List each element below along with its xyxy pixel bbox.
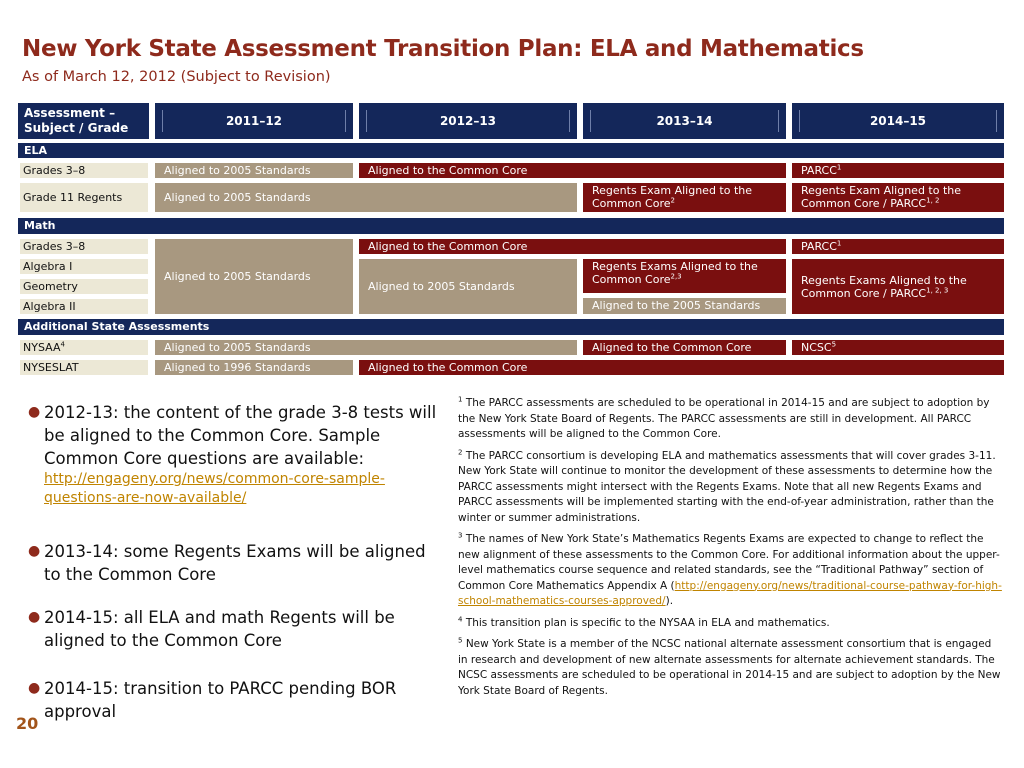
section-header-additional: Additional State Assessments <box>18 319 1004 335</box>
header-cell-2011-12 <box>155 103 353 139</box>
bullet-dot-icon: ● <box>28 609 41 625</box>
header-year-label: 2013–14 <box>656 114 713 128</box>
header-year-label: 2011–12 <box>225 114 283 128</box>
cell-nyseslat-2012-15: Aligned to the Common Core <box>359 360 1004 375</box>
cell-grade11-2013-14 <box>583 183 786 212</box>
footnote-ref: 1, 2 <box>926 196 940 205</box>
row-label-grade-11-regents <box>20 183 148 212</box>
bullet-dot-icon: ● <box>28 543 41 559</box>
page-number: 20 <box>16 714 39 733</box>
bullet-text: 2014-15: transition to PARCC pending BOR approval <box>44 679 397 721</box>
cell-text: Aligned to 2005 Standards <box>368 280 515 293</box>
bullet-item-2014-15-regents <box>28 606 428 652</box>
bullet-item-2013-14 <box>28 540 438 586</box>
footnote-1: $^1$ The PARCC assessments are scheduled to be operational in 2014-15 and are subject to adoption by the New York State Board of Regents. The PARCC assessments are still in development. All PARCC assessments will be aligned to the Common Core. <box>458 395 990 440</box>
cell-text: Regents Exams Aligned to the Common Core <box>592 260 758 286</box>
header-cell-assessment <box>18 103 149 139</box>
cell-text: Regents Exams Aligned to the Common Core / PARCC$^{1, 2, 3}$ <box>801 273 967 300</box>
bullet-item-2012-13 <box>28 401 438 508</box>
row-label-geometry: Geometry <box>20 279 148 294</box>
cell-text: Regents Exam Aligned to the Common Core / PARCC <box>801 184 962 210</box>
row-label-ela-grades-3-8: Grades 3–8 <box>20 163 148 178</box>
cell-nysaa-2013-14: Aligned to the Common Core <box>583 340 786 355</box>
row-label-nysaa <box>20 340 148 355</box>
cell-text: PARCC <box>801 240 837 253</box>
header-cell-2014-15 <box>792 103 1004 139</box>
bullet-text: 2014-15: all ELA and math Regents will be aligned to the Common Core <box>44 608 395 650</box>
cell-text: Aligned to 2005 Standards <box>164 191 311 204</box>
cell-text: Aligned to 2005 Standards <box>164 270 311 283</box>
header-year-label: 2012–13 <box>439 114 497 128</box>
footnote-ref: 2 <box>670 196 675 205</box>
page-title: New York State Assessment Transition Plan: ELA and Mathematics <box>22 36 864 62</box>
footnote-ref: 2,3 <box>670 272 682 281</box>
sample-questions-link[interactable]: http://engageny.org/news/common-core-sample-questions-are-now-available/ <box>44 471 385 506</box>
footnote-4: $^4$ This transition plan is specific to the NYSAA in ELA and mathematics. <box>458 615 830 629</box>
cell-nysaa-2011-13: Aligned to 2005 Standards <box>155 340 577 355</box>
footnote-ref: 5 <box>831 340 837 349</box>
cell-ela-grades-2011-12: Aligned to 2005 Standards <box>155 163 353 178</box>
cell-math-hs-2014-15 <box>792 259 1004 314</box>
row-label-nyseslat: NYSESLAT <box>20 360 148 375</box>
traditional-pathway-link[interactable]: http://engageny.org/news/traditional-course-pathway-for-high-school-mathematics-courses-approved/ <box>458 579 1002 607</box>
footnote-3: $^3$ The names of New York State’s Mathematics Regents Exams are expected to change to reflect the new alignment of these assessments to the Common Core. For additional information about the upper-level mathematics course sequence and related standards, see the “Traditional Pathway” section of Common Core Mathematics Appendix A (http://engageny.org/news/traditional-course-pathway-for-high-school-mathematics-courses-approved/). <box>458 531 1002 607</box>
section-header-math: Math <box>18 218 1004 234</box>
header-cell-2013-14 <box>583 103 786 139</box>
bullet-dot-icon: ● <box>28 680 41 696</box>
row-label-math-grades-3-8: Grades 3–8 <box>20 239 148 254</box>
bullet-text: 2013-14: some Regents Exams will be aligned to the Common Core <box>44 542 426 584</box>
header-assessment-label: Assessment – Subject / Grade <box>24 106 129 135</box>
cell-math-hs-2013-14 <box>583 259 786 293</box>
row-label-algebra-2: Algebra II <box>20 299 148 314</box>
cell-math-2011-12 <box>155 239 353 314</box>
header-cell-2012-13 <box>359 103 577 139</box>
bullet-dot-icon: ● <box>28 404 41 420</box>
cell-nyseslat-2011-12: Aligned to 1996 Standards <box>155 360 353 375</box>
footnote-ref: 1, 2, 3 <box>926 285 949 294</box>
row-label-algebra-1: Algebra I <box>20 259 148 274</box>
cell-text: NCSC <box>801 341 832 354</box>
footnote-5: $^5$ New York State is a member of the NCSC national alternate assessment consortium that is engaged in research and development of new alternate assessments for alternate achievement standards. The NCSC assessments are scheduled to be operational in 2014-15 and are subject to adoption by the New York State Board of Regents. <box>458 636 1001 697</box>
cell-nysaa-2014-15 <box>792 340 1004 355</box>
footnote-ref: 4 <box>60 340 65 349</box>
cell-text: PARCC <box>801 164 837 177</box>
cell-grade11-2011-13 <box>155 183 577 212</box>
header-year-label: 2014–15 <box>869 114 927 128</box>
cell-math-grades-2014-15 <box>792 239 1004 254</box>
cell-text: Regents Exam Aligned to the Common Core <box>592 184 753 210</box>
row-label-text: Grade 11 Regents <box>23 191 123 204</box>
footnotes <box>458 396 1002 705</box>
footnote-ref: 1 <box>836 163 842 172</box>
cell-ela-grades-2014-15 <box>792 163 1004 178</box>
cell-ela-grades-2012-14: Aligned to the Common Core <box>359 163 786 178</box>
footnote-2: $^2$ The PARCC consortium is developing ELA and mathematics assessments that will cover grades 3-11. New York State will continue to monitor the development of these assessments to determine how the PARCC assessments might intersect with the Regents Exams. Note that all new Regents Exams and PARCC assessments will be implemented starting with the end-of-year administration, rather than the winter or summer administrations. <box>458 448 996 524</box>
bullet-text: 2012-13: the content of the grade 3-8 tests will be aligned to the Common Core. Sample Common Core questions are available: <box>44 403 437 468</box>
section-header-ela: ELA <box>18 143 1004 158</box>
row-label-text: NYSAA <box>23 341 61 354</box>
cell-grade11-2014-15 <box>792 183 1004 212</box>
cell-math-grades-2012-14: Aligned to the Common Core <box>359 239 786 254</box>
bullet-item-2014-15-parcc <box>28 677 438 723</box>
footnote-ref: 1 <box>836 239 842 248</box>
cell-algebra2-2013-14: Aligned to the 2005 Standards <box>583 298 786 314</box>
cell-math-hs-2012-13 <box>359 259 577 314</box>
page-subtitle: As of March 12, 2012 (Subject to Revision) <box>22 69 331 85</box>
